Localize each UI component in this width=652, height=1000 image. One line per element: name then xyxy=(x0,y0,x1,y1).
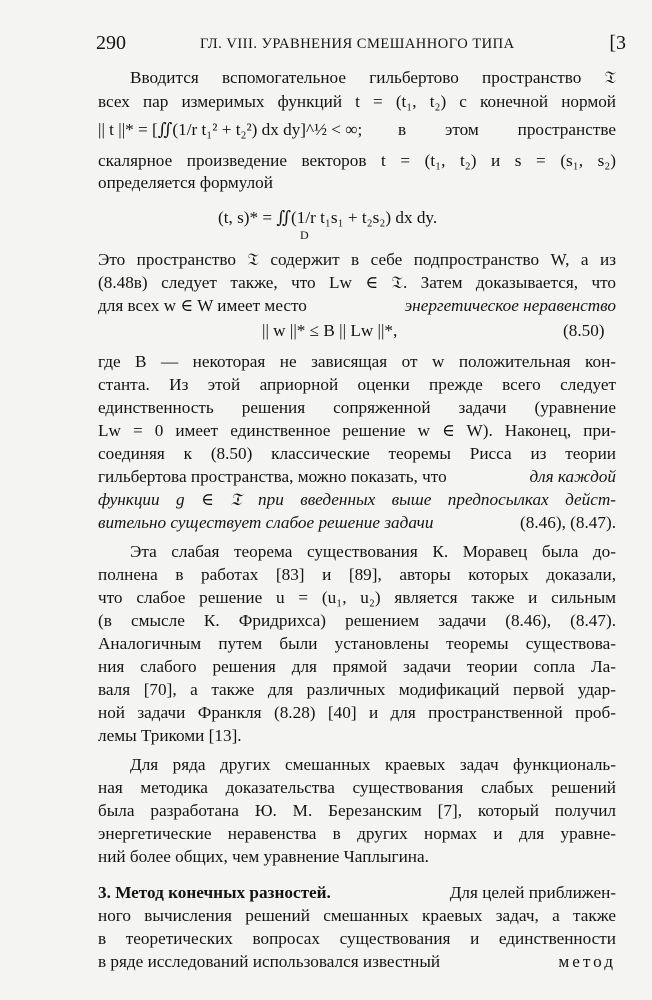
text-line: всех пар измеримых функций t = (t₁, t₂) с конечной нормой xyxy=(98,92,616,111)
norm-expr-right: (1/r t₁² + t₂²) dx dy]^½ < ∞; xyxy=(172,120,363,139)
text-line: Lw = 0 имеет единственное решение w ∈ W). Наконец, при- xyxy=(98,421,616,440)
text-line: Аналогичным путем были установлены теоремы существова- xyxy=(98,634,616,653)
formula-lhs: (t, s)* = ∬ xyxy=(218,208,292,227)
integral-domain: D xyxy=(300,228,309,242)
text-line-norm xyxy=(98,119,616,141)
text-line: лемы Трикоми [13]. xyxy=(98,726,242,745)
formula-energy-inequality: || w ||* ≤ B || Lw ||*, xyxy=(262,321,398,340)
formula-inner-product xyxy=(218,207,437,229)
text-segment: гильбертова пространства, можно показать, что xyxy=(98,467,447,486)
text-line: ная методика доказательства существования слабых решений xyxy=(98,778,616,797)
text-line: Вводится вспомогательное гильбертово пространство 𝔗 xyxy=(130,68,616,87)
emphasis-energy-inequality: энергетическое неравенство xyxy=(404,296,616,315)
section-heading: 3. Метод конечных разностей. xyxy=(98,883,331,902)
text-segment: для всех w ∈ W имеет место xyxy=(98,296,307,315)
text-line xyxy=(98,951,616,973)
text-line: в теоретических вопросах существования и единственности xyxy=(98,929,616,948)
text-line: ной задачи Франкля (8.28) [40] и для пространственной проб- xyxy=(98,703,616,722)
section-marker: [3 xyxy=(609,32,626,54)
text-line: Для ряда других смешанных краевых задач функциональ- xyxy=(130,755,616,774)
text-line: ний более общих, чем уравнение Чаплыгина. xyxy=(98,847,429,866)
text-segment: в ряде исследований использовался известный xyxy=(98,952,441,971)
text-line xyxy=(98,466,616,488)
emphasis-segment: вительно существует слабое решение задачи xyxy=(98,513,434,532)
equation-label: (8.50) xyxy=(563,321,605,340)
text-line xyxy=(98,295,616,317)
page-number: 290 xyxy=(96,32,126,54)
text-line: соединяя к (8.50) классические теоремы Рисса из теории xyxy=(98,444,616,463)
text-line xyxy=(98,882,616,904)
text-line: (8.48в) следует также, что Lw ∈ 𝔗. Затем доказывается, что xyxy=(98,273,616,292)
text-line: станта. Из этой априорной оценки прежде всего следует xyxy=(98,375,616,394)
page-header xyxy=(96,32,626,56)
spaced-word: метод xyxy=(558,952,616,971)
text-segment: Для целей приближен- xyxy=(449,883,616,902)
emphasis-line: функции g ∈ 𝔗 при введенных выше предпосылках дейст- xyxy=(98,490,616,509)
text-line: была разработана Ю. М. Березанским [7], который получил xyxy=(98,801,616,820)
text-segment: (8.46), (8.47). xyxy=(520,513,616,532)
norm-expr-tail: в этом пространстве xyxy=(398,120,616,139)
text-line: энергетические неравенства в других нормах и для уравне- xyxy=(98,824,616,843)
text-line: определяется формулой xyxy=(98,173,273,192)
text-line: что слабое решение u = (u₁, u₂) является также и сильным xyxy=(98,588,616,607)
text-line: Эта слабая теорема существования К. Моравец была до- xyxy=(130,542,616,561)
text-line: где B — некоторая не зависящая от w положительная кон- xyxy=(98,352,616,371)
formula-rhs: (1/r t₁s₁ + t₂s₂) dx dy. xyxy=(291,208,438,227)
running-title: ГЛ. VIII. УРАВНЕНИЯ СМЕШАННОГО ТИПА xyxy=(200,36,515,52)
text-line: валя [70], а также для различных модификаций первой удар- xyxy=(98,680,616,699)
text-line: ния слабого решения для прямой задачи теории сопла Ла- xyxy=(98,657,616,676)
text-line: ного вычисления решений смешанных краевых задач, а также xyxy=(98,906,616,925)
text-line: (в смысле К. Фридрихса) решением задачи (8.46), (8.47). xyxy=(98,611,616,630)
text-line: скалярное произведение векторов t = (t₁, t₂) и s = (s₁, s₂) xyxy=(98,151,616,170)
text-line: полнена в работах [83] и [89], авторы которых доказали, xyxy=(98,565,616,584)
text-line xyxy=(98,512,616,534)
text-line: Это пространство 𝔗 содержит в себе подпространство W, а из xyxy=(98,250,616,269)
emphasis-segment: для каждой xyxy=(529,467,616,486)
norm-expr-left: || t ||* = [∬ xyxy=(98,120,173,139)
text-line: единственность решения сопряженной задачи (уравнение xyxy=(98,398,616,417)
